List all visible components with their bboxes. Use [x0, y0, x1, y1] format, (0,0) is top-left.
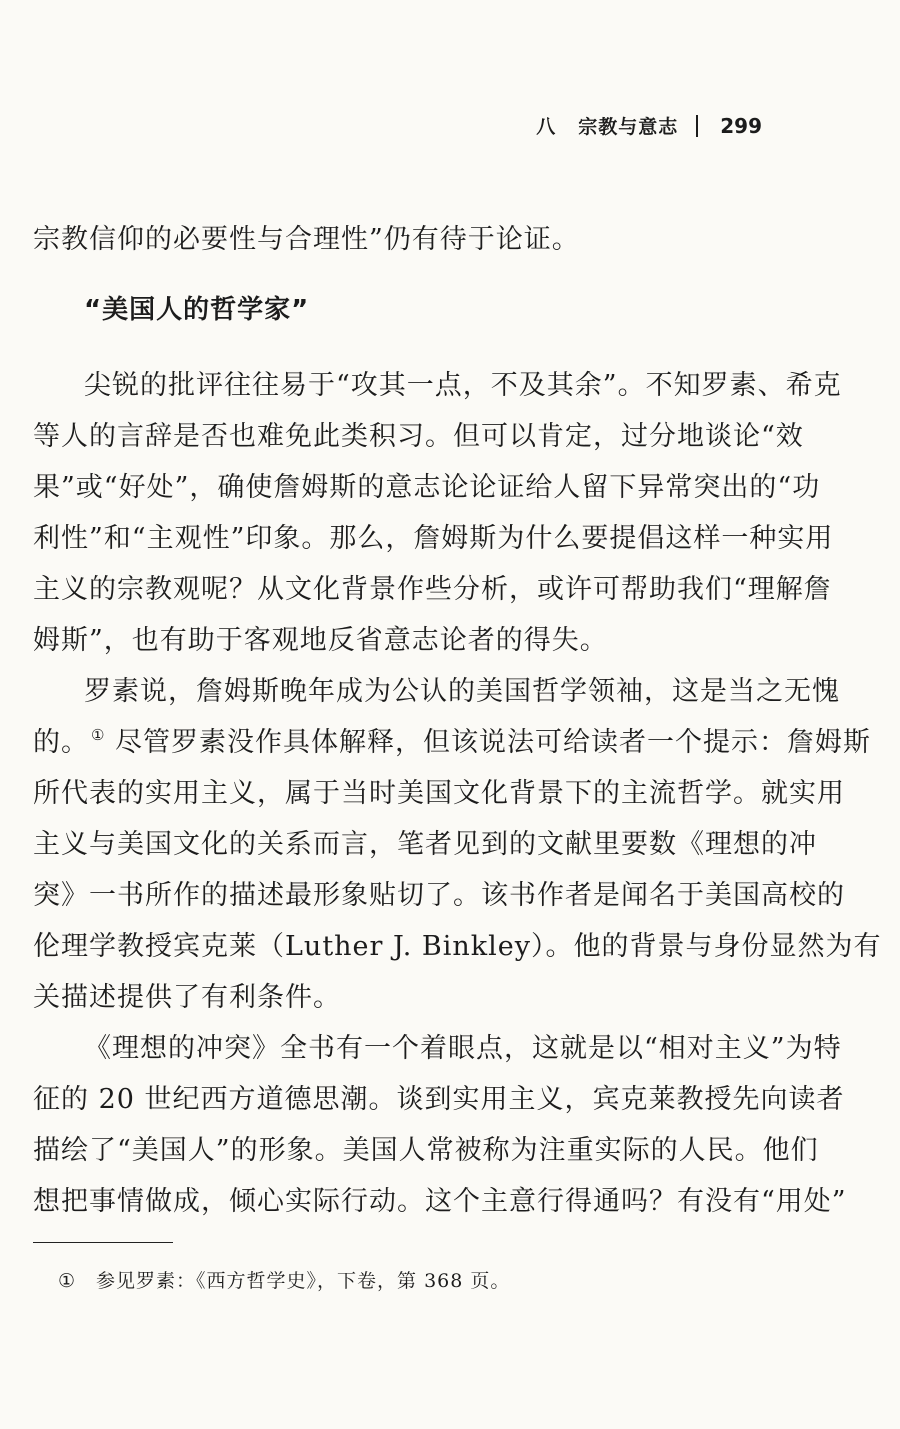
header-divider: [696, 115, 698, 137]
text-line: 《理想的冲突》全书有一个着眼点，这就是以“相对主义”为特: [84, 1033, 842, 1064]
text-line: 宗教信仰的必要性与合理性”仍有待于论证。: [33, 224, 580, 255]
text-line: 尖锐的批评往往易于“攻其一点，不及其余”。不知罗素、希克: [84, 370, 842, 401]
footnote: [58, 1268, 510, 1294]
text-line: 罗素说，詹姆斯晚年成为公认的美国哲学领袖，这是当之无愧: [84, 676, 840, 707]
page-number: 299: [720, 113, 762, 138]
footnote-rule: [33, 1242, 173, 1243]
text-line: [33, 725, 872, 761]
text-line: 主义的宗教观呢？从文化背景作些分析，或许可帮助我们“理解詹: [33, 574, 832, 605]
text-line: 征的 20 世纪西方道德思潮。谈到实用主义，宾克莱教授先向读者: [33, 1084, 845, 1115]
text-line: 描绘了“美国人”的形象。美国人常被称为注重实际的人民。他们: [33, 1135, 819, 1166]
running-head: [536, 112, 762, 139]
text-line: 姆斯”，也有助于客观地反省意志论者的得失。: [33, 625, 608, 656]
text-line: 关描述提供了有利条件。: [33, 982, 341, 1013]
footnote-reference: ①: [91, 726, 106, 744]
section-heading: “美国人的哲学家”: [84, 295, 310, 325]
text-line: 等人的言辞是否也难免此类积习。但可以肯定，过分地谈论“效: [33, 421, 804, 452]
chapter-number: 八: [536, 116, 557, 138]
chapter-title: 宗教与意志: [578, 116, 679, 138]
text-line: 突》一书所作的描述最形象贴切了。该书作者是闻名于美国高校的: [33, 880, 845, 911]
text-segment: 尽管罗素没作具体解释，但该说法可给读者一个提示：詹姆斯: [105, 727, 872, 758]
text-line: 果”或“好处”，确使詹姆斯的意志论论证给人留下异常突出的“功: [33, 472, 821, 503]
text-line: 伦理学教授宾克莱（Luther J. Binkley）。他的背景与身份显然为有: [33, 931, 882, 962]
text-segment: 的。: [33, 727, 89, 758]
text-line: 想把事情做成，倾心实际行动。这个主意行得通吗？有没有“用处”: [33, 1186, 847, 1217]
footnote-text: 参见罗素：《西方哲学史》，下卷，第 368 页。: [96, 1270, 511, 1292]
text-line: 利性”和“主观性”印象。那么，詹姆斯为什么要提倡这样一种实用: [33, 523, 834, 554]
footnote-marker: ①: [58, 1270, 77, 1292]
text-line: 主义与美国文化的关系而言，笔者见到的文献里要数《理想的冲: [33, 829, 817, 860]
text-line: 所代表的实用主义，属于当时美国文化背景下的主流哲学。就实用: [33, 778, 845, 809]
